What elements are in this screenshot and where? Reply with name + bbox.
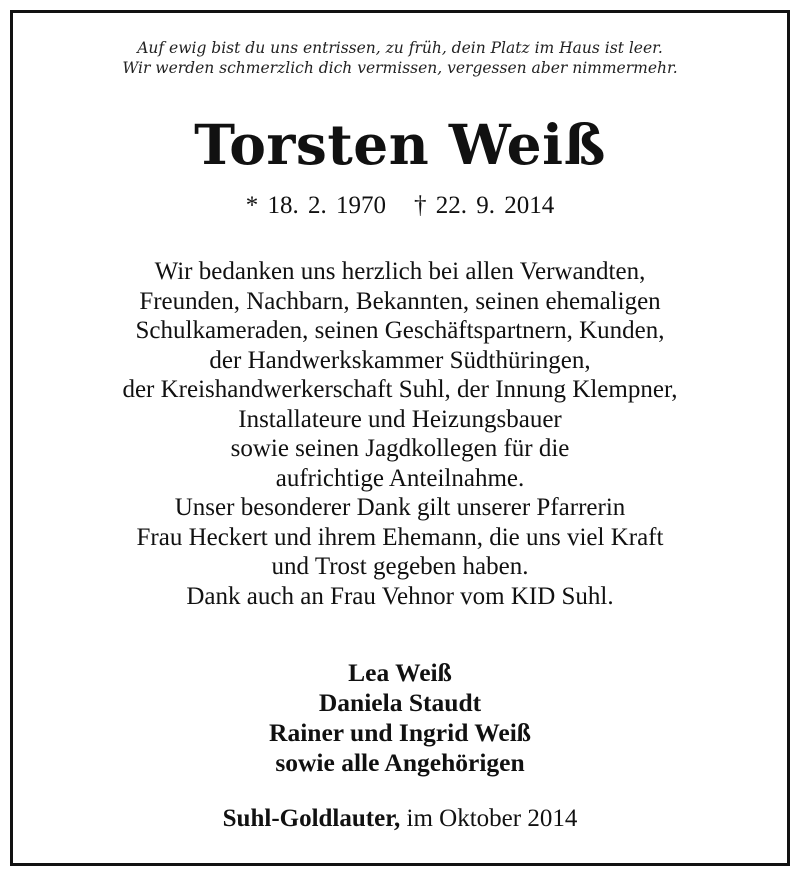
thanks-line: Installateure und Heizungsbauer [238, 405, 562, 433]
signer: Lea Weiß [348, 658, 452, 687]
place-and-date [10, 804, 790, 834]
thanks-line: Unser besonderer Dank gilt unserer Pfarrerin [174, 494, 626, 521]
signer: Rainer und Ingrid Weiß [269, 718, 531, 747]
signer: sowie alle Angehörigen [275, 748, 525, 777]
death-date: † 22. 9. 2014 [414, 192, 555, 219]
deceased-name: Torsten Weiß [194, 112, 606, 177]
thanks-line: sowie seinen Jagdkollegen für die [230, 435, 570, 462]
thanks-line: Freunden, Nachbarn, Bekannten, seinen ehemaligen [139, 287, 661, 315]
thanks-line: Dank auch an Frau Vehnor vom KID Suhl. [186, 582, 614, 610]
birth-date: * 18. 2. 1970 [245, 192, 386, 219]
verse-line: Wir werden schmerzlich dich vermissen, vergessen aber nimmermehr. [122, 59, 678, 77]
thanks-line: Frau Heckert und ihrem Ehemann, die uns viel Kraft [136, 523, 664, 551]
thanks-line: Wir bedanken uns herzlich bei allen Verwandten, [154, 258, 646, 285]
thanks-line: aufrichtige Anteilnahme. [275, 464, 525, 492]
thanks-text [10, 257, 790, 611]
thanks-line: der Handwerkskammer Südthüringen, [209, 346, 591, 374]
thanks-line: Schulkameraden, seinen Geschäftspartnern, Kunden, [135, 317, 665, 344]
life-dates [10, 191, 790, 221]
verse-line: Auf ewig bist du uns entrissen, zu früh, dein Platz im Haus ist leer. [137, 39, 663, 57]
notice-date: im Oktober 2014 [400, 805, 578, 832]
signer: Daniela Staudt [318, 688, 482, 717]
thanks-line: der Kreishandwerkerschaft Suhl, der Innung Klempner, [122, 376, 678, 403]
place-name: Suhl-Goldlauter, [222, 805, 401, 832]
thanks-line: und Trost gegeben haben. [271, 553, 529, 580]
signers-list [10, 658, 790, 778]
memorial-verse [10, 38, 790, 78]
